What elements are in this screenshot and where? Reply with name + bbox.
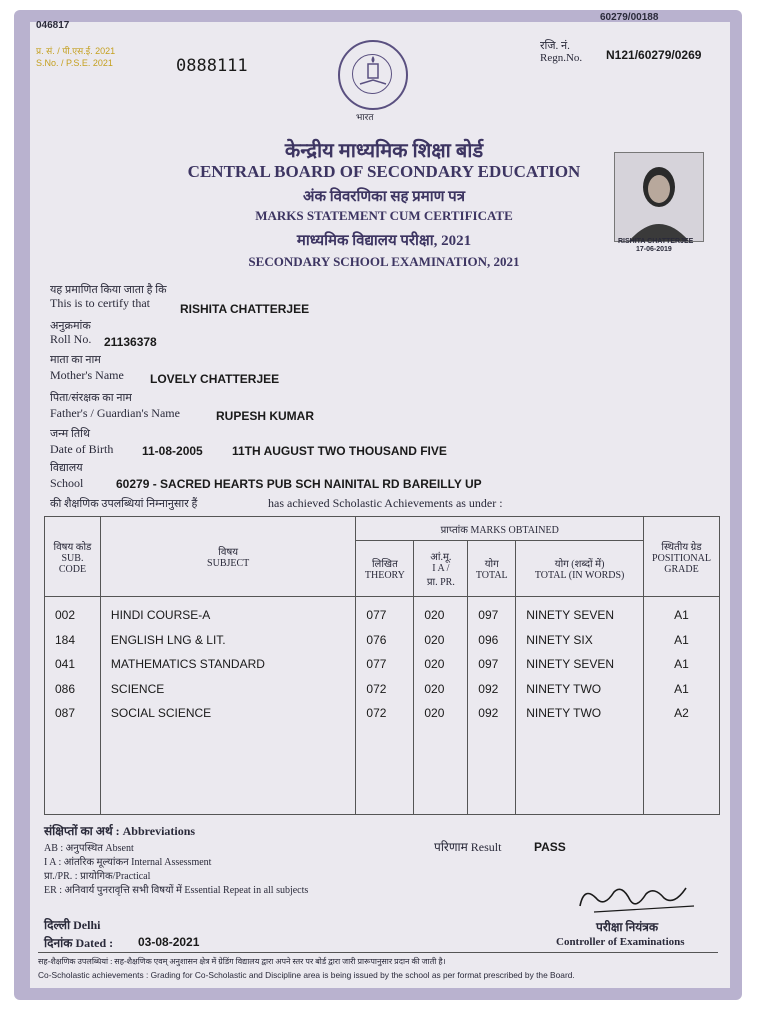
column-theory xyxy=(356,597,414,815)
co-scholastic-note: Co-Scholastic achievements : Grading for Co-Scholastic and Discipline area is being issued by the school as per format prescribed by the Board. xyxy=(38,970,575,980)
dob-label: Date of Birth xyxy=(50,442,114,456)
table-row-grade: A2 xyxy=(674,706,689,721)
header-positional-grade: स्थितीय ग्रेड POSITIONAL GRADE xyxy=(644,517,720,597)
table-row-ia: 020 xyxy=(424,706,445,721)
controller-title-hindi: परीक्षा नियंत्रक xyxy=(596,920,659,934)
mother-label-hindi: माता का नाम xyxy=(50,354,101,366)
table-row-code: 002 xyxy=(55,608,76,622)
column-codes xyxy=(45,597,101,815)
abbreviation-ab: AB : अनुपस्थित Absent xyxy=(44,843,134,854)
controller-title: Controller of Examinations xyxy=(556,936,685,948)
table-row-grade: A1 xyxy=(674,681,689,696)
table-row-words: NINETY SIX xyxy=(526,632,593,647)
column-total xyxy=(468,597,516,815)
table-row-words: NINETY TWO xyxy=(526,681,602,696)
mother-name: LOVELY CHATTERJEE xyxy=(150,372,280,386)
header-sub-code: विषय कोड SUB. CODE xyxy=(45,517,101,597)
table-row-theory: 077 xyxy=(366,608,387,622)
header-marks-obtained: प्राप्तांक MARKS OBTAINED xyxy=(356,517,644,541)
column-ia xyxy=(414,597,468,815)
column-subjects xyxy=(100,597,356,815)
board-name: CENTRAL BOARD OF SECONDARY EDUCATION xyxy=(187,162,581,181)
abbreviation-ia: I A : आंतरिक मूल्यांकन Internal Assessment xyxy=(44,857,212,868)
serial-right: 60279/00188 xyxy=(600,12,659,23)
result-value: PASS xyxy=(534,840,566,854)
mother-label: Mother's Name xyxy=(50,368,124,382)
stamp-line-2: S.No. / P.S.E. 2021 xyxy=(36,58,113,68)
exam-title-hindi: माध्यमिक विद्यालय परीक्षा, 2021 xyxy=(296,233,472,249)
school-name: 60279 - SACRED HEARTS PUB SCH NAINITAL RD BAREILLY UP xyxy=(116,477,482,491)
result-label: परिणाम Result xyxy=(434,840,502,854)
father-label: Father's / Guardian's Name xyxy=(50,406,180,420)
board-name-hindi: केन्द्रीय माध्यमिक शिक्षा बोर्ड xyxy=(284,140,484,162)
abbreviations-title: संक्षिप्तों का अर्थ : Abbreviations xyxy=(44,824,196,838)
table-row-total: 096 xyxy=(478,632,499,647)
marks-table xyxy=(44,516,720,815)
certificate-title-hindi: अंक विवरणिका सह प्रमाण पत्र xyxy=(303,189,465,205)
exam-title: SECONDARY SCHOOL EXAMINATION, 2021 xyxy=(248,254,520,269)
table-row-code: 184 xyxy=(55,632,76,647)
table-row-total: 097 xyxy=(478,608,499,622)
table-row-theory: 072 xyxy=(366,681,387,696)
table-row-grade: A1 xyxy=(674,608,689,622)
emblem-caption: भारत xyxy=(356,112,374,122)
table-row-subject: SOCIAL SCIENCE xyxy=(110,706,212,721)
school-label-hindi: विद्यालय xyxy=(50,462,83,474)
table-row-subject: ENGLISH LNG & LIT. xyxy=(110,632,226,647)
dated-value: 03-08-2021 xyxy=(138,935,200,949)
abbreviation-pr: प्रा./PR. : प्रायोगिक/Practical xyxy=(44,871,151,882)
roll-number: 21136378 xyxy=(104,335,157,349)
photo-caption: RISHITA CHATTERJEE xyxy=(618,238,694,245)
table-row-words: NINETY SEVEN xyxy=(526,657,615,672)
column-total-words xyxy=(516,597,644,815)
place: दिल्ली Delhi xyxy=(44,918,101,932)
table-row-grade: A1 xyxy=(674,657,689,672)
table-row-code: 086 xyxy=(55,681,76,696)
table-row-theory: 076 xyxy=(366,632,387,647)
student-name: RISHITA CHATTERJEE xyxy=(180,302,310,316)
co-scholastic-note-hindi: सह-शैक्षणिक उपलब्धियां : सह-शैक्षणिक एवम् अनुशासन क्षेत्र में ग्रेडिंग विद्यालय द्वारा अपने स्तर पर बोर्ड द्वारा जारी प्रारूपानुसार प्रदान की जाती है। xyxy=(38,957,446,966)
serial-left: 046817 xyxy=(36,20,70,31)
column-grade xyxy=(644,597,720,815)
header-total-words: योग (शब्दों में) TOTAL (IN WORDS) xyxy=(516,541,644,597)
achievements-label-hindi: की शैक्षणिक उपलब्धियां निम्नानुसार हैं xyxy=(50,498,198,510)
certificate-number: 0888111 xyxy=(176,56,248,76)
cbse-emblem-icon xyxy=(338,40,408,110)
dob-label-hindi: जन्म तिथि xyxy=(50,428,90,440)
certify-label: This is to certify that xyxy=(50,296,150,310)
footer-divider xyxy=(38,952,718,953)
table-row-total: 092 xyxy=(478,681,499,696)
regn-label-hindi: रजि. नं. xyxy=(540,40,570,52)
photo-date: 17-06-2019 xyxy=(636,246,672,253)
date-of-birth-words: 11TH AUGUST TWO THOUSAND FIVE xyxy=(232,444,447,458)
table-row-total: 097 xyxy=(478,657,499,672)
school-label: School xyxy=(50,476,84,490)
header-total: योग TOTAL xyxy=(468,541,516,597)
father-name: RUPESH KUMAR xyxy=(216,409,315,423)
table-row-grade: A1 xyxy=(674,632,689,647)
roll-label: Roll No. xyxy=(50,332,92,346)
table-row-theory: 072 xyxy=(366,706,387,721)
regn-number: N121/60279/0269 xyxy=(606,48,702,62)
table-row-code: 087 xyxy=(55,706,76,721)
table-row-theory: 077 xyxy=(366,657,387,672)
stamp-line-1: प्र. सं. / पी.एस.ई. 2021 xyxy=(36,46,116,56)
table-row-code: 041 xyxy=(55,657,76,672)
table-row-ia: 020 xyxy=(424,632,445,647)
table-row-subject: SCIENCE xyxy=(110,681,165,696)
table-row-subject: MATHEMATICS STANDARD xyxy=(110,657,265,672)
abbreviation-er: ER : अनिवार्य पुनरावृत्ति सभी विषयों में Essential Repeat in all subjects xyxy=(44,885,309,896)
certificate-title: MARKS STATEMENT CUM CERTIFICATE xyxy=(255,208,513,223)
roll-label-hindi: अनुक्रमांक xyxy=(50,320,91,332)
table-row-ia: 020 xyxy=(424,681,445,696)
dated-label: दिनांक Dated : xyxy=(44,936,114,950)
table-row-total: 092 xyxy=(478,706,499,721)
date-of-birth: 11-08-2005 xyxy=(142,444,203,458)
header-subject: विषय SUBJECT xyxy=(100,517,356,597)
table-row-ia: 020 xyxy=(424,657,445,672)
student-photo xyxy=(614,152,704,242)
header-ia: आं.मू. I A / प्रा. PR. xyxy=(414,541,468,597)
table-row-ia: 020 xyxy=(424,608,445,622)
table-row-words: NINETY SEVEN xyxy=(526,608,615,622)
achievements-label: has achieved Scholastic Achievements as under : xyxy=(268,496,503,510)
father-label-hindi: पिता/संरक्षक का नाम xyxy=(50,392,132,404)
table-row-subject: HINDI COURSE-A xyxy=(110,608,211,622)
header-theory: लिखित THEORY xyxy=(356,541,414,597)
certify-label-hindi: यह प्रमाणित किया जाता है कि xyxy=(50,284,167,296)
table-row-words: NINETY TWO xyxy=(526,706,602,721)
regn-label: Regn.No. xyxy=(540,52,583,64)
